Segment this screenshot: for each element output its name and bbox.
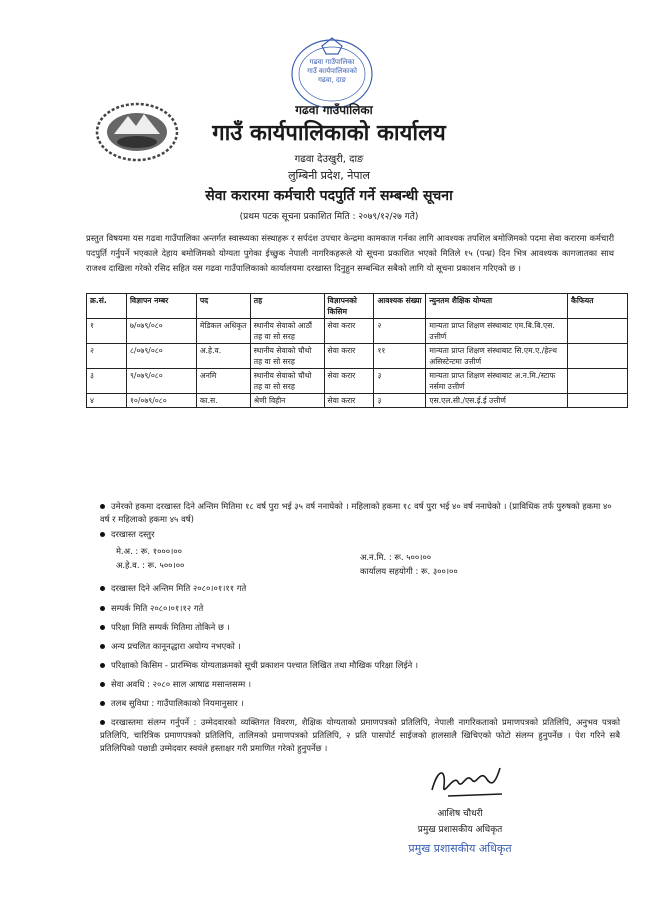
vacancy-table <box>86 293 628 408</box>
bullet-contact <box>100 602 620 615</box>
cell: का.स. <box>196 394 250 408</box>
cell: स्थानीय सेवाको आठौं तह वा सो सरह <box>250 319 324 344</box>
bullet-age <box>100 500 620 526</box>
cell: सेवा करार <box>324 369 374 394</box>
fee-list-left <box>116 544 184 572</box>
cell: ४ <box>87 394 127 408</box>
col-level: तह <box>250 294 324 319</box>
fee-medical-officer: मे.अ. : रू. १०००।०० <box>116 546 183 556</box>
bullet-icon <box>100 644 105 649</box>
cell <box>568 319 628 344</box>
cell: मान्यता प्राप्त शिक्षण संस्थाबाट एम.बि.बि.एस. उत्तीर्ण <box>426 319 568 344</box>
seal-line-1: गढवा गाउँपालिका <box>309 58 355 66</box>
cell: सेवा करार <box>324 394 374 408</box>
bullet-icon <box>100 606 105 611</box>
bullet-text: दरखास्त दस्तुर <box>111 529 155 539</box>
signatory-title: प्रमुख प्रशासकीय अधिकृत <box>417 825 503 835</box>
cell: अ.हे.व. <box>196 344 250 369</box>
municipality-name: गढवा गाउँपालिका <box>295 103 373 117</box>
cell: ९/०७९/०८० <box>126 369 196 394</box>
col-qualification: न्युनतम शैक्षिक योग्यता <box>426 294 568 319</box>
bullet-icon <box>100 720 105 725</box>
signatory-name: आशिष चौधरी <box>437 809 483 819</box>
table-header-row <box>87 294 628 319</box>
cell: २ <box>374 319 426 344</box>
bullet-exam-date <box>100 621 620 634</box>
bullet-text: दरखास्त दिने अन्तिम मिति २०८०।०१।११ गते <box>111 583 247 593</box>
cell: मेडिकल अधिकृत <box>196 319 250 344</box>
table-row <box>87 319 628 344</box>
cell: सेवा करार <box>324 319 374 344</box>
bullet-deadline <box>100 582 620 595</box>
cell: एस.एल.सी./एस.ई.ई उत्तीर्ण <box>426 394 568 408</box>
bullet-documents <box>100 716 620 755</box>
table-row <box>87 394 628 408</box>
bullet-exam-type <box>100 659 620 672</box>
bullet-text: अन्य प्रचलित कानूनद्धारा अयोग्य नभएको । <box>111 641 241 651</box>
seal-line-3: गढवा, दाङ <box>317 76 347 84</box>
cell: स्थानीय सेवाको चौथो तह वा सो सरह <box>250 344 324 369</box>
bullet-fee <box>100 528 620 541</box>
bullet-icon <box>100 532 105 537</box>
col-post: पद <box>196 294 250 319</box>
bullet-text: सम्पर्क मिति २०८०।०१।१२ गते <box>111 603 204 613</box>
bullet-salary <box>100 697 620 710</box>
table-row <box>87 369 628 394</box>
fee-anm: अ.न.मि. : रू. ५००।०० <box>360 552 432 562</box>
cell: ११ <box>374 344 426 369</box>
bullet-text: परिक्षा मिति सम्पर्क मितिमा तोकिने छ । <box>111 622 230 632</box>
cell: अनमि <box>196 369 250 394</box>
cell <box>568 394 628 408</box>
bullet-text: सेवा अवधि : २०८० साल आषाढ मसान्तसम्म । <box>111 679 252 689</box>
seal-line-2: गाउँ कार्यपालिकाको <box>307 67 357 75</box>
designation-stamp: प्रमुख प्रशासकीय अधिकृत <box>408 842 512 855</box>
handwritten-signature <box>428 760 508 808</box>
address-line-2: लुम्बिनी प्रदेश, नेपाल <box>288 169 370 182</box>
cell: मान्यता प्राप्त शिक्षण संस्थाबाट अ.न.मि./स्टाफ नर्समा उत्तीर्ण <box>426 369 568 394</box>
bullet-icon <box>100 504 105 509</box>
bullet-icon <box>100 701 105 706</box>
bullet-icon <box>100 586 105 591</box>
col-ad-number: विज्ञापन नम्बर <box>126 294 196 319</box>
intro-paragraph: प्रस्तुत विषयमा यस गढवा गाउँपालिका अन्तर्गत स्वास्थ्यका संस्थाहरू र सर्पदंश उपचार केन्द्रमा कामकाज गर्नका लागि आवश्यक तपशिल बमोजिमको पदमा सेवा करारमा कर्मचारी पदपुर्ति गर्नुपर्ने भएकाले देहाय बमोजिमको योग्यता पुगेका ईच्छुक नेपाली नागरिकहरूले यो सूचना प्रकाशित भएको मितिले १५ (पन्ध्र) दिन भित्र आवश्यक कागजातका साथ राजश्व दाखिला गरेको रसिद सहित यस गढवा गाउँपालिकाको कार्यालयमा दरखास्त दिनुहुन सम्बन्धित सबैको लागि यो सूचना प्रकाशन गरिएको छ । <box>86 233 614 273</box>
col-sn: क्र.सं. <box>87 294 127 319</box>
cell: ३ <box>87 369 127 394</box>
table-row <box>87 344 628 369</box>
cell: ३ <box>374 394 426 408</box>
cell: श्रेणी विहीन <box>250 394 324 408</box>
cell <box>568 369 628 394</box>
col-count: आवश्यक संख्या <box>374 294 426 319</box>
nepal-emblem-icon <box>92 98 182 164</box>
notice-title: सेवा करारमा कर्मचारी पदपुर्ति गर्ने सम्बन्धी सूचना <box>205 188 453 204</box>
bullet-text: परिक्षाको किसिम - प्रारम्भिक योग्यताक्रमको सूची प्रकाशन पश्चात लिखित तथा मौखिक परिक्षा लिईने । <box>111 660 419 670</box>
bullet-icon <box>100 625 105 630</box>
bullet-icon <box>100 682 105 687</box>
cell: २ <box>87 344 127 369</box>
cell: १०/०७९/०८० <box>126 394 196 408</box>
fee-office-assistant: कार्यालय सहयोगी : रू. ३००।०० <box>360 566 458 576</box>
col-remarks: कैफियत <box>568 294 628 319</box>
cell: ८/०७९/०८० <box>126 344 196 369</box>
bullet-disqualified <box>100 640 620 653</box>
fee-list-right <box>360 550 458 578</box>
bullet-text: दरखास्तमा संलग्न गर्नुपर्ने : उम्मेदवारको व्यक्तिगत विवरण, शैक्षिक योग्यताको प्रमाणपत्रको प्रतिलिपि, नेपाली नागरिकताको प्रमाणपत्रको प्रतिलिपि, अनुभव पत्रको प्रतिलिपि, चारित्रिक प्रमाणपत्रको प्रतिलिपि, तालिमको प्रमाणपत्रको प्रतिलिपि, २ प्रति पासपोर्ट साईजको हालसालै खिचिएको फोटो संलग्न हुनुपर्नेछ । पेश गरिने सबै प्रतिलिपिको पछाडी उम्मेदवार स्वयंले हस्ताक्षर गरी प्रमाणित गरेको हुनुपर्नेछ । <box>100 717 620 753</box>
cell: ७/०७९/०८० <box>126 319 196 344</box>
bullet-text: तलब सुविधा : गाउँपालिकाको नियमानुसार । <box>111 698 244 708</box>
bullet-text: उमेरको हकमा दरखास्त दिने अन्तिम मितिमा १८ वर्ष पुरा भई ३५ वर्ष ननाघेको । महिलाको हकमा १८ वर्ष पुरा भई ४० वर्ष ननाघेको । (प्राविधिक तर्फ पुरुषको हकमा ४० वर्ष र महिलाको हकमा ४५ वर्ष) <box>100 501 612 524</box>
cell: स्थानीय सेवाको चौथो तह वा सो सरह <box>250 369 324 394</box>
cell: १ <box>87 319 127 344</box>
cell: ३ <box>374 369 426 394</box>
bullet-icon <box>100 663 105 668</box>
address-line-1: गढवा देउखुरी, दाङ <box>294 154 364 165</box>
cell: मान्यता प्राप्त शिक्षण संस्थाबाट सि.एम.ए./हेल्थ असिस्टेन्टमा उत्तीर्ण <box>426 344 568 369</box>
publish-date: (प्रथम पटक सूचना प्रकाशित मिति : २०७९/१२/२७ गते) <box>239 212 419 222</box>
bullet-term <box>100 678 620 691</box>
office-name: गाउँ कार्यपालिकाको कार्यालय <box>212 121 446 146</box>
col-ad-type: विज्ञापनको किसिम <box>324 294 374 319</box>
fee-ahw: अ.हे.व. : रू. ५००।०० <box>116 560 185 570</box>
cell <box>568 344 628 369</box>
cell: सेवा करार <box>324 344 374 369</box>
